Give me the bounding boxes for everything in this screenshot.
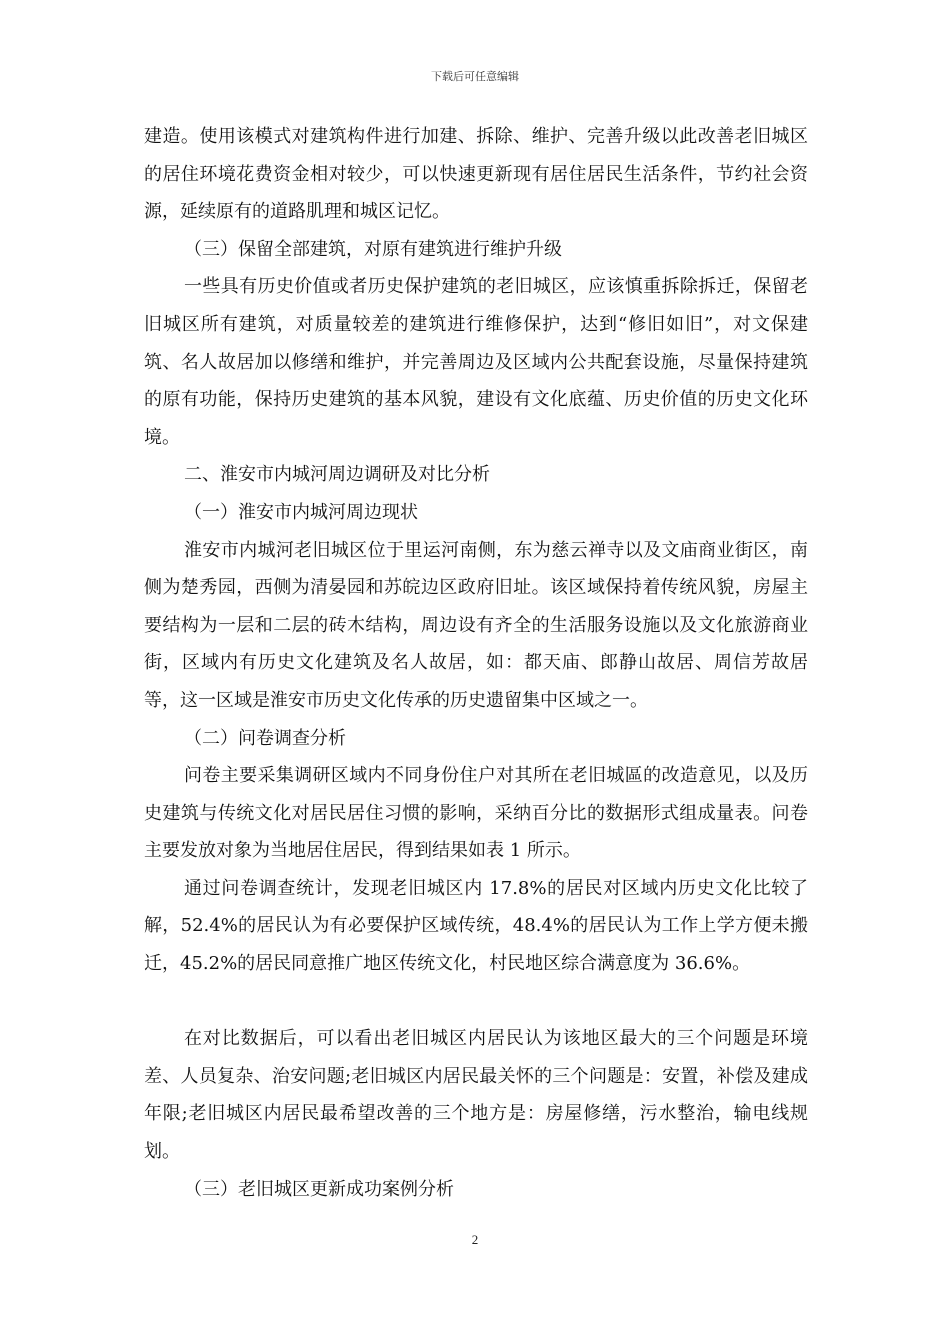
paragraph-continued: 建造。使用该模式对建筑构件进行加建、拆除、维护、完善升级以此改善老旧城区的居住环境花费资金相对较少，可以快速更新现有居住居民生活条件，节约社会资源，延续原有的道路肌理和城区记忆。 [144, 126, 808, 223]
paragraph-comparison: 在对比数据后，可以看出老旧城区内居民认为该地区最大的三个问题是环境差、人员复杂、治安问题;老旧城区内居民最关怀的三个问题是：安置，补偿及建成年限;老旧城区内居民最希望改善的三个地方是：房屋修缮，污水整治，输电线规划。 [144, 1028, 808, 1163]
paragraph-current-status: 淮安市内城河老旧城区位于里运河南侧，东为慈云禅寺以及文庙商业街区，南侧为楚秀园，西侧为清晏园和苏皖边区政府旧址。该区域保持着传统风貌，房屋主要结构为一层和二层的砖木结构，周边设有齐全的生活服务设施以及文化旅游商业街，区域内有历史文化建筑及名人故居，如：都天庙、郎静山故居、周信芳故居等，这一区域是淮安市历史文化传承的历史遗留集中区域之一。 [144, 539, 808, 711]
section-heading-2: （二）问卷调查分析 [184, 727, 346, 749]
paragraph-statistics: 通过问卷调查统计，发现老旧城区内 17.8%的居民对区域内历史文化比较了解，52.4%的居民认为有必要保护区域传统，48.4%的居民认为工作上学方便未搬迁，45.2%的居民同意推广地区传统文化，村民地区综合满意度为 36.6%。 [144, 877, 808, 975]
section-heading-3b: （三）老旧城区更新成功案例分析 [184, 1178, 454, 1200]
document-body [144, 118, 808, 1208]
page-header: 下载后可任意编辑 [431, 70, 519, 83]
section-heading-3: （三）保留全部建筑，对原有建筑进行维护升级 [184, 238, 562, 260]
blank-line [144, 983, 808, 1021]
paragraph-questionnaire: 问卷主要采集调研区域内不同身份住户对其所在老旧城區的改造意见，以及历史建筑与传统文化对居民居住习惯的影响，采纳百分比的数据形式组成量表。问卷主要发放对象为当地居住居民，得到结果如表 1 所示。 [144, 765, 808, 862]
chapter-heading-2: 二、淮安市内城河周边调研及对比分析 [184, 464, 490, 486]
paragraph-preserve-buildings: 一些具有历史价值或者历史保护建筑的老旧城区，应该慎重拆除拆迁，保留老旧城区所有建筑，对质量较差的建筑进行维修保护，达到“修旧如旧”，对文保建筑、名人故居加以修缮和维护，并完善周边及区域内公共配套设施，尽量保持建筑的原有功能，保持历史建筑的基本风貌，建设有文化底蕴、历史价值的历史文化环境。 [144, 276, 808, 448]
section-heading-1: （一）淮安市内城河周边现状 [184, 501, 418, 523]
page-number: 2 [471, 1232, 479, 1247]
